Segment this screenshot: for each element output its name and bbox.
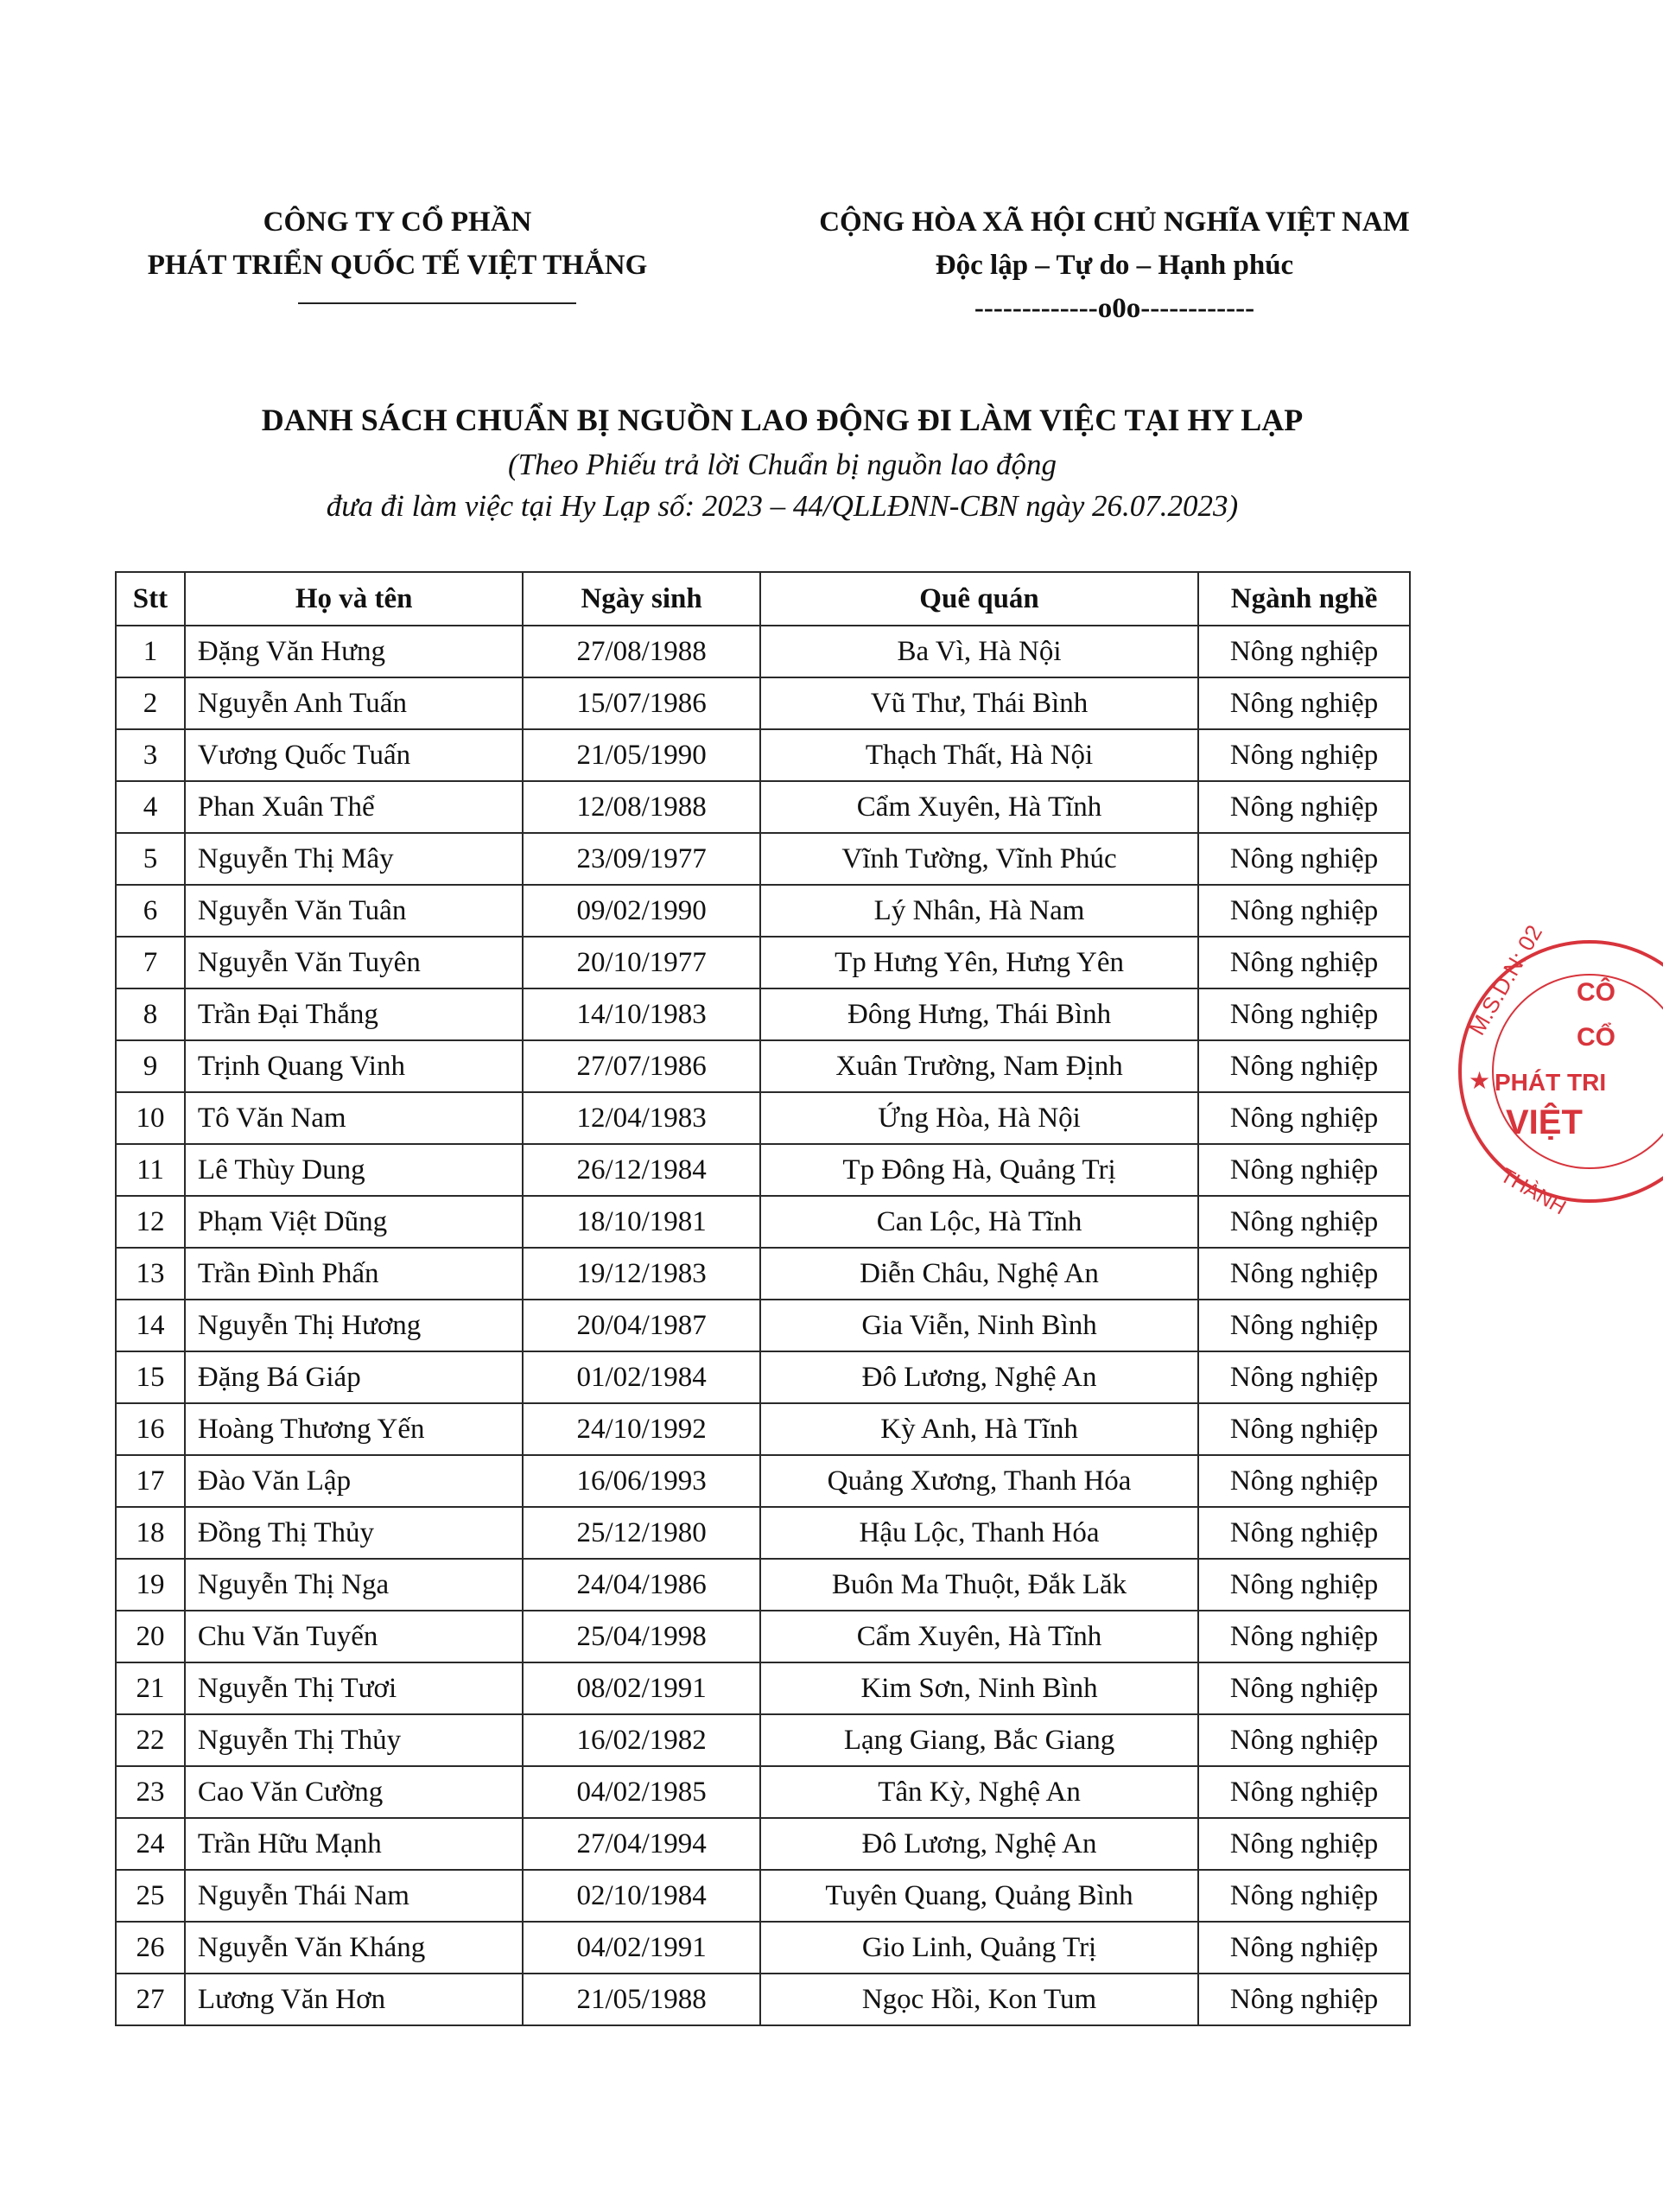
table-row: [116, 937, 1410, 988]
hometown-cell: Tp Hưng Yên, Hưng Yên: [760, 937, 1198, 988]
occupation-cell: Nông nghiệp: [1198, 1040, 1410, 1092]
table-row: [116, 1766, 1410, 1818]
name-cell: Phạm Việt Dũng: [185, 1196, 523, 1248]
stt-cell: 21: [116, 1662, 185, 1714]
table-row: [116, 1611, 1410, 1662]
occupation-cell: Nông nghiệp: [1198, 1559, 1410, 1611]
occupation-cell: Nông nghiệp: [1198, 626, 1410, 677]
birth-date-cell: 18/10/1981: [523, 1196, 759, 1248]
occupation-cell: Nông nghiệp: [1198, 1351, 1410, 1403]
occupation-cell: Nông nghiệp: [1198, 885, 1410, 937]
stt-cell: 8: [116, 988, 185, 1040]
hometown-cell: Ngọc Hồi, Kon Tum: [760, 1974, 1198, 2025]
name-cell: Nguyễn Thị Thủy: [185, 1714, 523, 1766]
table-row: [116, 1351, 1410, 1403]
stt-cell: 25: [116, 1870, 185, 1922]
occupation-cell: Nông nghiệp: [1198, 988, 1410, 1040]
name-cell: Nguyễn Văn Tuân: [185, 885, 523, 937]
birth-date-cell: 24/10/1992: [523, 1403, 759, 1455]
stt-cell: 7: [116, 937, 185, 988]
occupation-cell: Nông nghiệp: [1198, 1248, 1410, 1300]
birth-date-cell: 21/05/1990: [523, 729, 759, 781]
hometown-cell: Tuyên Quang, Quảng Bình: [760, 1870, 1198, 1922]
document-subtitle-line2: đưa đi làm việc tại Hy Lạp số: 2023 – 44/QLLĐNN-CBN ngày 26.07.2023): [326, 489, 1239, 523]
hometown-cell: Lạng Giang, Bắc Giang: [760, 1714, 1198, 1766]
stt-cell: 18: [116, 1507, 185, 1559]
table-row: [116, 988, 1410, 1040]
hometown-cell: Đô Lương, Nghệ An: [760, 1351, 1198, 1403]
seal-line-1: CÔ: [1577, 978, 1615, 1007]
birth-date-cell: 25/04/1998: [523, 1611, 759, 1662]
stt-cell: 19: [116, 1559, 185, 1611]
occupation-cell: Nông nghiệp: [1198, 1766, 1410, 1818]
birth-date-cell: 14/10/1983: [523, 988, 759, 1040]
birth-date-cell: 15/07/1986: [523, 677, 759, 729]
seal-ring-text: M.S.D.N: 02: [1463, 920, 1547, 1039]
occupation-cell: Nông nghiệp: [1198, 1507, 1410, 1559]
occupation-cell: Nông nghiệp: [1198, 1662, 1410, 1714]
name-cell: Tô Văn Nam: [185, 1092, 523, 1144]
stt-cell: 4: [116, 781, 185, 833]
name-cell: Nguyễn Thị Hương: [185, 1300, 523, 1351]
table-row: [116, 1403, 1410, 1455]
document-title: DANH SÁCH CHUẨN BỊ NGUỒN LAO ĐỘNG ĐI LÀM VIỆC TẠI HY LẠP: [261, 403, 1304, 437]
occupation-cell: Nông nghiệp: [1198, 729, 1410, 781]
nation-motto: Độc lập – Tự do – Hạnh phúc: [935, 250, 1294, 281]
birth-date-cell: 16/06/1993: [523, 1455, 759, 1507]
document-subtitle-line1: (Theo Phiếu trả lời Chuẩn bị nguồn lao động: [507, 448, 1057, 481]
company-name-line2: PHÁT TRIỂN QUỐC TẾ VIỆT THẮNG: [147, 250, 648, 281]
name-cell: Đồng Thị Thủy: [185, 1507, 523, 1559]
birth-date-cell: 08/02/1991: [523, 1662, 759, 1714]
name-cell: Nguyễn Thị Nga: [185, 1559, 523, 1611]
table-row: [116, 1040, 1410, 1092]
birth-date-cell: 24/04/1986: [523, 1559, 759, 1611]
stt-cell: 3: [116, 729, 185, 781]
seal-icon: [1447, 920, 1663, 1220]
seal-star-icon: ★: [1469, 1066, 1491, 1095]
stt-cell: 16: [116, 1403, 185, 1455]
name-cell: Đặng Bá Giáp: [185, 1351, 523, 1403]
table-header-row: [116, 572, 1410, 626]
table-row: [116, 1714, 1410, 1766]
occupation-cell: Nông nghiệp: [1198, 1300, 1410, 1351]
company-name-line1: CÔNG TY CỔ PHẦN: [263, 207, 532, 238]
seal-outer-ring: [1460, 942, 1663, 1201]
nation-separator: -------------o0o------------: [974, 293, 1255, 324]
seal-line-4: VIỆT: [1506, 1103, 1583, 1141]
table-row: [116, 1974, 1410, 2025]
birth-date-cell: 27/04/1994: [523, 1818, 759, 1870]
occupation-cell: Nông nghiệp: [1198, 1714, 1410, 1766]
stt-cell: 9: [116, 1040, 185, 1092]
name-cell: Lương Văn Hơn: [185, 1974, 523, 2025]
table-row: [116, 885, 1410, 937]
table-row: [116, 1922, 1410, 1974]
name-cell: Trịnh Quang Vinh: [185, 1040, 523, 1092]
birth-date-cell: 21/05/1988: [523, 1974, 759, 2025]
hometown-cell: Hậu Lộc, Thanh Hóa: [760, 1507, 1198, 1559]
stt-cell: 22: [116, 1714, 185, 1766]
occupation-cell: Nông nghiệp: [1198, 833, 1410, 885]
birth-date-cell: 16/02/1982: [523, 1714, 759, 1766]
stt-cell: 17: [116, 1455, 185, 1507]
hometown-cell: Buôn Ma Thuột, Đắk Lăk: [760, 1559, 1198, 1611]
hometown-cell: Kim Sơn, Ninh Bình: [760, 1662, 1198, 1714]
occupation-cell: Nông nghiệp: [1198, 1092, 1410, 1144]
table-row: [116, 833, 1410, 885]
birth-date-cell: 20/04/1987: [523, 1300, 759, 1351]
hometown-cell: Tp Đông Hà, Quảng Trị: [760, 1144, 1198, 1196]
header-full-name: Họ và tên: [185, 572, 523, 626]
company-seal-stamp: [1447, 920, 1663, 1220]
stt-cell: 27: [116, 1974, 185, 2025]
birth-date-cell: 20/10/1977: [523, 937, 759, 988]
name-cell: Phan Xuân Thể: [185, 781, 523, 833]
header-occupation: Ngành nghề: [1198, 572, 1410, 626]
stt-cell: 20: [116, 1611, 185, 1662]
hometown-cell: Ba Vì, Hà Nội: [760, 626, 1198, 677]
header-stt: Stt: [116, 572, 185, 626]
birth-date-cell: 26/12/1984: [523, 1144, 759, 1196]
birth-date-cell: 19/12/1983: [523, 1248, 759, 1300]
birth-date-cell: 01/02/1984: [523, 1351, 759, 1403]
occupation-cell: Nông nghiệp: [1198, 1196, 1410, 1248]
hometown-cell: Đô Lương, Nghệ An: [760, 1818, 1198, 1870]
name-cell: Đào Văn Lập: [185, 1455, 523, 1507]
hometown-cell: Ứng Hòa, Hà Nội: [760, 1092, 1198, 1144]
name-cell: Đặng Văn Hưng: [185, 626, 523, 677]
occupation-cell: Nông nghiệp: [1198, 1870, 1410, 1922]
name-cell: Hoàng Thương Yến: [185, 1403, 523, 1455]
nation-name: CỘNG HÒA XÃ HỘI CHỦ NGHĨA VIỆT NAM: [819, 207, 1410, 238]
stt-cell: 10: [116, 1092, 185, 1144]
table-row: [116, 1559, 1410, 1611]
header-birth-date: Ngày sinh: [523, 572, 759, 626]
table-row: [116, 1300, 1410, 1351]
name-cell: Trần Hữu Mạnh: [185, 1818, 523, 1870]
birth-date-cell: 27/08/1988: [523, 626, 759, 677]
table-row: [116, 1248, 1410, 1300]
seal-inner-ring: [1493, 975, 1663, 1168]
hometown-cell: Gio Linh, Quảng Trị: [760, 1922, 1198, 1974]
hometown-cell: Lý Nhân, Hà Nam: [760, 885, 1198, 937]
table-row: [116, 1455, 1410, 1507]
hometown-cell: Cẩm Xuyên, Hà Tĩnh: [760, 1611, 1198, 1662]
table-row: [116, 1144, 1410, 1196]
birth-date-cell: 04/02/1985: [523, 1766, 759, 1818]
table-row: [116, 781, 1410, 833]
birth-date-cell: 12/04/1983: [523, 1092, 759, 1144]
occupation-cell: Nông nghiệp: [1198, 1611, 1410, 1662]
stt-cell: 24: [116, 1818, 185, 1870]
seal-line-5: THÀNH: [1496, 1163, 1571, 1220]
name-cell: Nguyễn Thị Tươi: [185, 1662, 523, 1714]
name-cell: Chu Văn Tuyến: [185, 1611, 523, 1662]
occupation-cell: Nông nghiệp: [1198, 1974, 1410, 2025]
hometown-cell: Gia Viễn, Ninh Bình: [760, 1300, 1198, 1351]
hometown-cell: Quảng Xương, Thanh Hóa: [760, 1455, 1198, 1507]
hometown-cell: Vĩnh Tường, Vĩnh Phúc: [760, 833, 1198, 885]
occupation-cell: Nông nghiệp: [1198, 1922, 1410, 1974]
birth-date-cell: 25/12/1980: [523, 1507, 759, 1559]
name-cell: Nguyễn Thị Mây: [185, 833, 523, 885]
name-cell: Trần Đại Thắng: [185, 988, 523, 1040]
occupation-cell: Nông nghiệp: [1198, 1144, 1410, 1196]
hometown-cell: Tân Kỳ, Nghệ An: [760, 1766, 1198, 1818]
name-cell: Nguyễn Thái Nam: [185, 1870, 523, 1922]
occupation-cell: Nông nghiệp: [1198, 1455, 1410, 1507]
occupation-cell: Nông nghiệp: [1198, 937, 1410, 988]
name-cell: Lê Thùy Dung: [185, 1144, 523, 1196]
stt-cell: 26: [116, 1922, 185, 1974]
stt-cell: 12: [116, 1196, 185, 1248]
seal-line-3: PHÁT TRI: [1495, 1069, 1607, 1096]
seal-line-2: CỔ: [1577, 1023, 1615, 1052]
name-cell: Trần Đình Phấn: [185, 1248, 523, 1300]
occupation-cell: Nông nghiệp: [1198, 677, 1410, 729]
name-cell: Nguyễn Anh Tuấn: [185, 677, 523, 729]
hometown-cell: Can Lộc, Hà Tĩnh: [760, 1196, 1198, 1248]
name-cell: Vương Quốc Tuấn: [185, 729, 523, 781]
table-row: [116, 729, 1410, 781]
stt-cell: 15: [116, 1351, 185, 1403]
stt-cell: 14: [116, 1300, 185, 1351]
birth-date-cell: 12/08/1988: [523, 781, 759, 833]
stt-cell: 6: [116, 885, 185, 937]
table-row: [116, 1818, 1410, 1870]
birth-date-cell: 27/07/1986: [523, 1040, 759, 1092]
birth-date-cell: 09/02/1990: [523, 885, 759, 937]
hometown-cell: Vũ Thư, Thái Bình: [760, 677, 1198, 729]
stt-cell: 11: [116, 1144, 185, 1196]
birth-date-cell: 02/10/1984: [523, 1870, 759, 1922]
hometown-cell: Xuân Trường, Nam Định: [760, 1040, 1198, 1092]
nation-header: [760, 200, 1469, 330]
occupation-cell: Nông nghiệp: [1198, 1403, 1410, 1455]
birth-date-cell: 23/09/1977: [523, 833, 759, 885]
stt-cell: 23: [116, 1766, 185, 1818]
hometown-cell: Kỳ Anh, Hà Tĩnh: [760, 1403, 1198, 1455]
table-row: [116, 1507, 1410, 1559]
stt-cell: 13: [116, 1248, 185, 1300]
occupation-cell: Nông nghiệp: [1198, 1818, 1410, 1870]
name-cell: Nguyễn Văn Tuyên: [185, 937, 523, 988]
header-hometown: Quê quán: [760, 572, 1198, 626]
company-header: [112, 200, 682, 287]
occupation-cell: Nông nghiệp: [1198, 781, 1410, 833]
table-row: [116, 1870, 1410, 1922]
table-row: [116, 626, 1410, 677]
hometown-cell: Cẩm Xuyên, Hà Tĩnh: [760, 781, 1198, 833]
stt-cell: 1: [116, 626, 185, 677]
table-row: [116, 1662, 1410, 1714]
name-cell: Cao Văn Cường: [185, 1766, 523, 1818]
stt-cell: 5: [116, 833, 185, 885]
stt-cell: 2: [116, 677, 185, 729]
table-row: [116, 677, 1410, 729]
hometown-cell: Thạch Thất, Hà Nội: [760, 729, 1198, 781]
hometown-cell: Diễn Châu, Nghệ An: [760, 1248, 1198, 1300]
table-row: [116, 1092, 1410, 1144]
birth-date-cell: 04/02/1991: [523, 1922, 759, 1974]
hometown-cell: Đông Hưng, Thái Bình: [760, 988, 1198, 1040]
name-cell: Nguyễn Văn Kháng: [185, 1922, 523, 1974]
table-row: [116, 1196, 1410, 1248]
worker-list-table: [115, 571, 1411, 2026]
company-underline: [298, 302, 576, 304]
